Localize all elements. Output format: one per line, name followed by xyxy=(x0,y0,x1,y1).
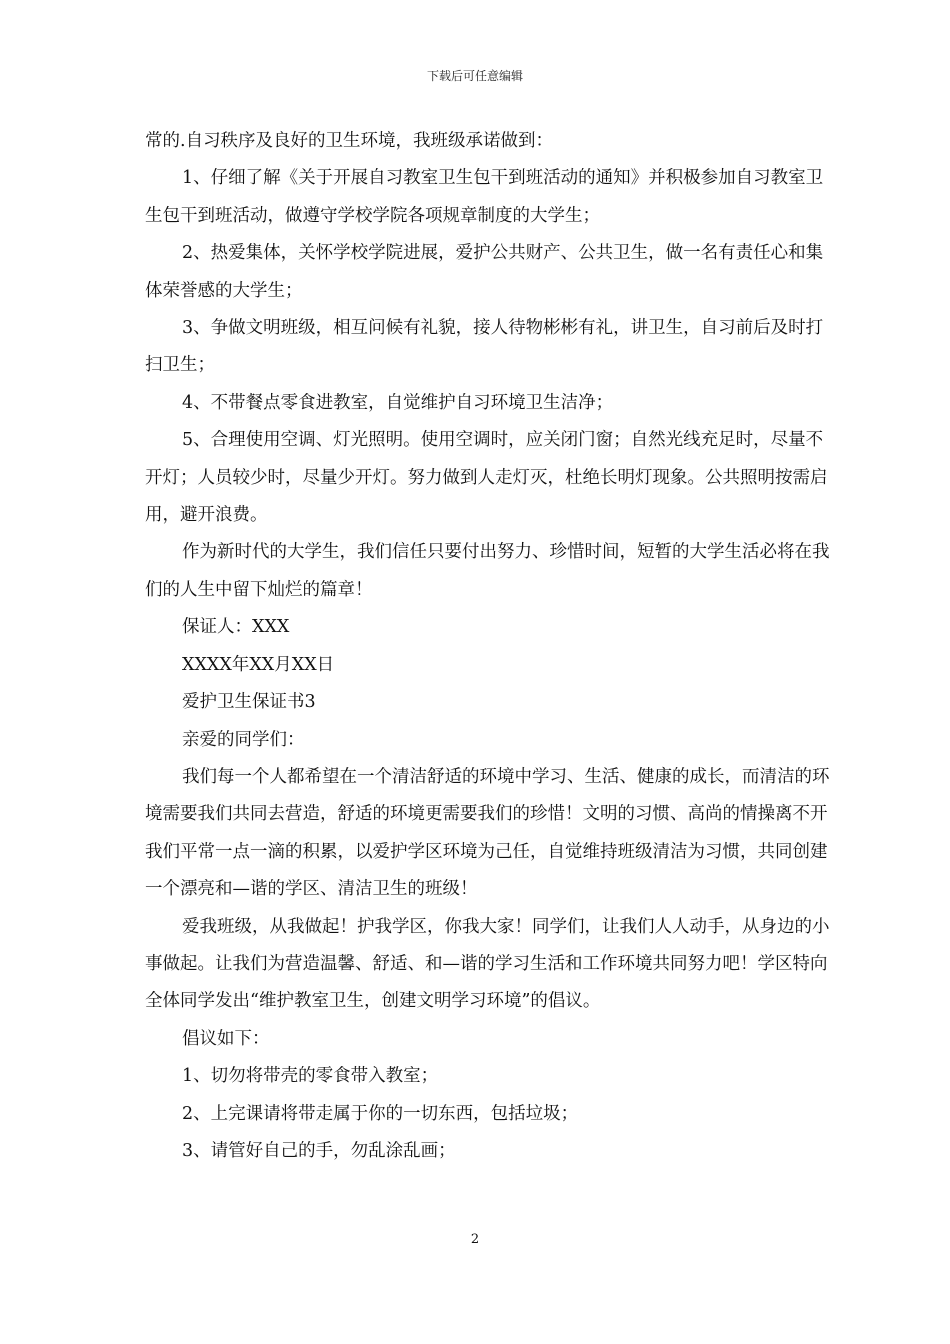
section-title: 爱护卫生保证书3 xyxy=(182,692,316,713)
page-number: 2 xyxy=(470,1232,480,1247)
signature-line: 保证人：XXX xyxy=(182,617,290,638)
salutation: 亲爱的同学们： xyxy=(182,729,305,750)
list-item: 1、切勿将带壳的零食带入教室； xyxy=(182,1066,439,1087)
paragraph: 5、合理使用空调、灯光照明。使用空调时，应关闭门窗；自然光线充足时，尽量不开灯；人员较少时，尽量少开灯。努力做到人走灯灭，杜绝长明灯现象。公共照明按需启用，避开浪费。 xyxy=(145,430,828,526)
document-body xyxy=(145,123,835,1170)
paragraph: 我们每一个人都希望在一个清洁舒适的环境中学习、生活、健康的成长，而清洁的环境需要我们共同去营造，舒适的环境更需要我们的珍惜！文明的习惯、高尚的情操离不开我们平常一点一滴的积累，以爱护学区环境为己任，自觉维持班级清洁为习惯，共同创建一个漂亮和—谐的学区、清洁卫生的班级！ xyxy=(145,766,830,900)
paragraph: 3、争做文明班级，相互问候有礼貌，接人待物彬彬有礼，讲卫生，自习前后及时打扫卫生； xyxy=(145,318,824,376)
paragraph: 4、不带餐点零食进教室，自觉维护自习环境卫生洁净； xyxy=(182,392,614,413)
list-item: 2、上完课请将带走属于你的一切东西，包括垃圾； xyxy=(182,1103,579,1124)
paragraph: 倡议如下： xyxy=(182,1028,270,1049)
list-item: 3、请管好自己的手，勿乱涂乱画； xyxy=(182,1140,456,1161)
paragraph: 2、热爱集体，关怀学校学院进展，爱护公共财产、公共卫生，做一名有责任心和集体荣誉感的大学生； xyxy=(145,243,824,301)
paragraph: 爱我班级，从我做起！护我学区，你我大家！同学们，让我们人人动手，从身边的小事做起。让我们为营造温馨、舒适、和—谐的学习生活和工作环境共同努力吧！学区特向全体同学发出“维护教室卫生，创建文明学习环境”的倡议。 xyxy=(145,916,830,1012)
paragraph: 1、仔细了解《关于开展自习教室卫生包干到班活动的通知》并积极参加自习教室卫生包干到班活动，做遵守学校学院各项规章制度的大学生； xyxy=(145,168,824,226)
paragraph: 常的.自习秩序及良好的卫生环境，我班级承诺做到： xyxy=(145,131,554,151)
date-line: XXXX年XX月XX日 xyxy=(182,654,335,675)
paragraph: 作为新时代的大学生，我们信任只要付出努力、珍惜时间，短暂的大学生活必将在我们的人生中留下灿烂的篇章！ xyxy=(145,542,830,600)
page-header: 下载后可任意编辑 xyxy=(426,69,523,83)
